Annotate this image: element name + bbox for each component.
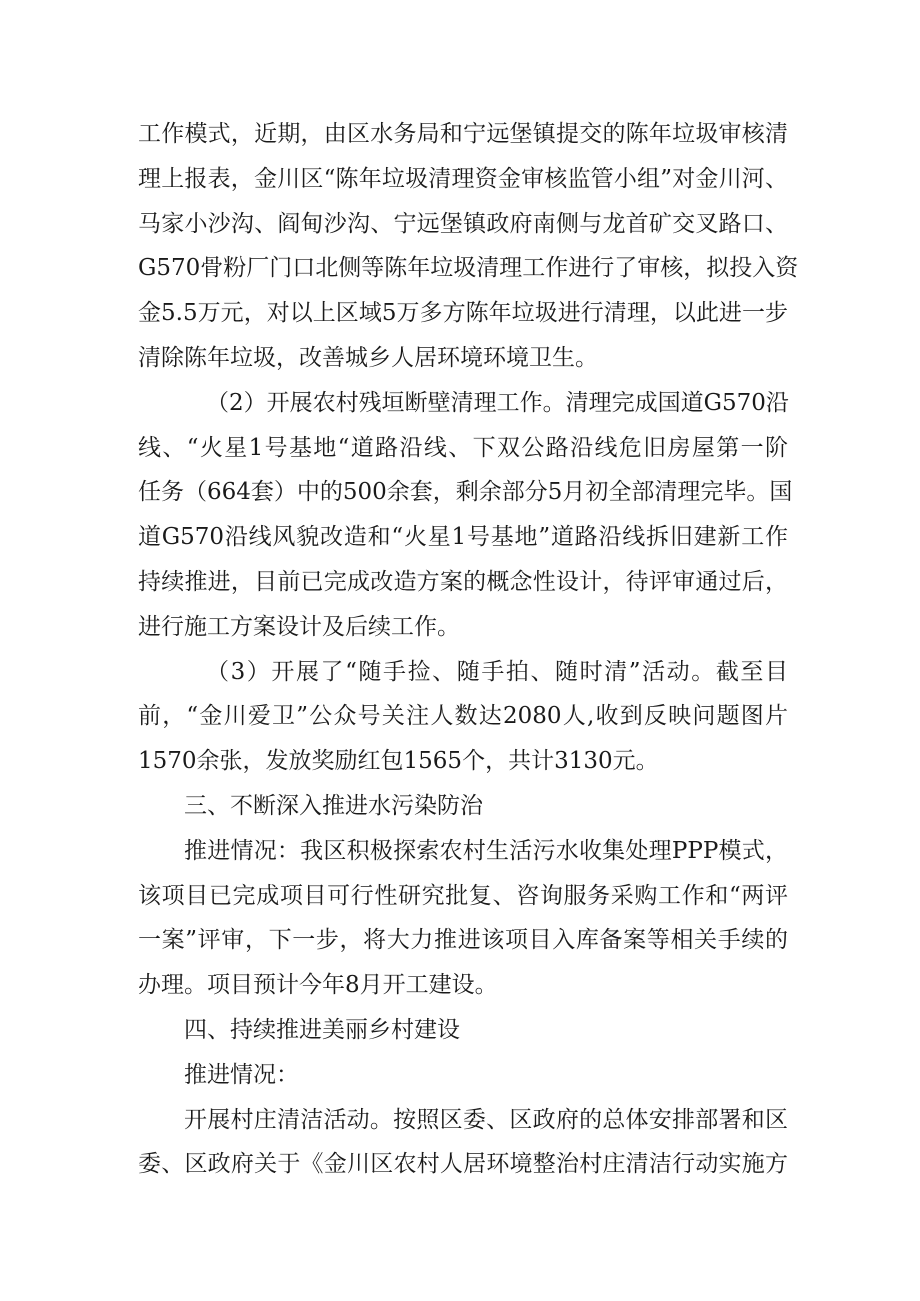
paragraph-clean-activity — [138, 650, 788, 784]
section-heading-beautiful-village — [138, 1008, 788, 1053]
text-line: 金5.5万元，对以上区域5万多方陈年垃圾进行清理，以此进一步 — [138, 300, 788, 327]
text-line: 工作模式，近期，由区水务局和宁远堡镇提交的陈年垃圾审核清 — [138, 121, 788, 147]
paragraph-village-cleaning — [138, 1098, 788, 1188]
text-line: 开展村庄清洁活动。按照区委、区政府的总体安排部署和区 — [184, 1106, 788, 1133]
text-line: 理上报表，金川区“陈年垃圾清理资金审核监管小组”对金川河、 — [138, 165, 788, 192]
text-line: 推进情况：我区积极探索农村生活污水收集处理PPP模式， — [184, 837, 788, 864]
text-line: 推进情况： — [184, 1061, 299, 1088]
heading-text: 四、持续推进美丽乡村建设 — [184, 1016, 460, 1043]
text-line: 清除陈年垃圾，改善城乡人居环境环境卫生。 — [138, 344, 598, 371]
section-heading-water-pollution — [138, 784, 788, 829]
text-line: （3）开展了“随手捡、随手拍、随时清”活动。截至目 — [206, 658, 788, 685]
text-line: 委、区政府关于《金川区农村人居环境整治村庄清洁行动实施方 — [138, 1151, 788, 1178]
text-line: 任务（664套）中的500余套，剩余部分5月初全部清理完毕。国 — [138, 479, 793, 506]
text-line: 进行施工方案设计及后续工作。 — [138, 613, 460, 640]
text-line: （2）开展农村残垣断壁清理工作。清理完成国道G570沿 — [206, 389, 789, 416]
text-line: 一案”评审，下一步，将大力推进该项目入库备案等相关手续的 — [138, 927, 788, 954]
paragraph-progress-label — [138, 1053, 788, 1098]
text-line: 前，“金川爱卫”公众号关注人数达2080人,收到反映问题图片 — [138, 703, 788, 730]
text-line: 该项目已完成项目可行性研究批复、咨询服务采购工作和“两评 — [138, 882, 788, 909]
paragraph-garbage-cleanup — [138, 112, 799, 381]
text-line: 1570余张，发放奖励红包1565个，共计3130元。 — [138, 748, 659, 775]
paragraph-ruins-cleanup — [138, 381, 793, 650]
text-line: G570骨粉厂门口北侧等陈年垃圾清理工作进行了审核，拟投入资 — [138, 255, 799, 282]
text-line: 道G570沿线风貌改造和“火星1号基地”道路沿线拆旧建新工作 — [138, 524, 788, 551]
text-line: 线、“火星1号基地“道路沿线、下双公路沿线危旧房屋第一阶 — [138, 434, 788, 461]
paragraph-sewage-ppp — [138, 829, 788, 1008]
text-line: 持续推进，目前已完成改造方案的概念性设计，待评审通过后， — [138, 568, 788, 595]
text-line: 办理。项目预计今年8月开工建设。 — [138, 972, 498, 999]
heading-text: 三、不断深入推进水污染防治 — [184, 792, 483, 819]
text-line: 马家小沙沟、阎甸沙沟、宁远堡镇政府南侧与龙首矿交叉路口、 — [138, 210, 788, 237]
document-body — [138, 112, 799, 1187]
